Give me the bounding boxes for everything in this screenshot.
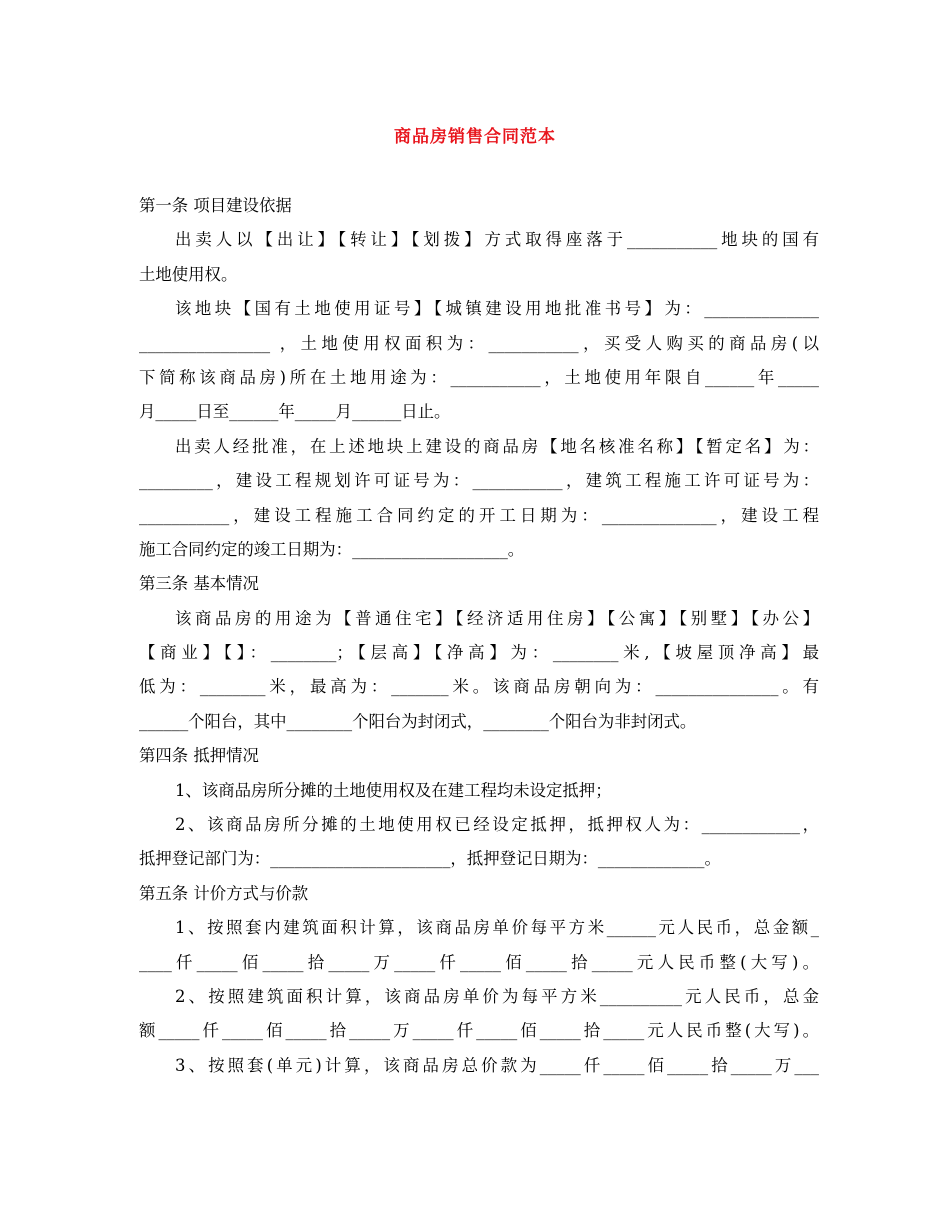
body-line: 1、该商品房所分摊的土地使用权及在建工程均未设定抵押； [175,780,612,800]
body-line: 出卖人经批准，在上述地块上建设的商品房【地名核准名称】【暂定名】为： [175,436,819,456]
body-line: 【商业】【】：________；【层高】【净高】为：________米,【坡屋顶净高】最 [139,643,819,663]
document-title: 商品房销售合同范本 [394,127,556,147]
body-line: 1、按照套内建筑面积计算，该商品房单价每平方米______元人民币，总金额_ [175,918,819,938]
body-line: 额_____仟_____佰_____拾_____万_____仟_____佰_____拾_____元人民币整(大写)。 [139,1021,819,1041]
body-line: _________，建设工程规划许可证号为：___________，建筑工程施工许可证号为： [139,471,819,491]
document-body [139,189,819,1083]
body-line: 该商品房的用途为【普通住宅】【经济适用住房】【公寓】【别墅】【办公】 [175,608,819,628]
article-4-heading: 第四条 抵押情况 [139,746,259,766]
body-line: 出卖人以【出让】【转让】【划拨】方式取得座落于___________地块的国有 [175,230,819,250]
body-line: ____仟_____佰_____拾_____万_____仟_____佰_____拾_____元人民币整(大写)。 [139,952,819,972]
body-line: 2、该商品房所分摊的土地使用权已经设定抵押，抵押权人为：____________， [175,815,819,835]
body-line: 3、按照套(单元)计算，该商品房总价款为_____仟_____佰_____拾_____万___ [175,1055,819,1075]
body-line: 低为：________米，最高为：_______米。该商品房朝向为：_______________。有 [139,677,819,697]
article-3-heading: 第三条 基本情况 [139,574,259,594]
body-line: 月_____日至______年_____月______日止。 [139,402,451,422]
body-line: 土地使用权。 [139,264,238,284]
article-5-heading: 第五条 计价方式与价款 [139,883,309,903]
body-line: ___________，建设工程施工合同约定的开工日期为：______________，建设工程 [139,505,819,525]
body-line: ______个阳台，其中________个阳台为封闭式，________个阳台为非封闭式。 [139,711,697,731]
article-1-heading: 第一条 项目建设依据 [139,196,292,215]
body-line: 2、按照建筑面积计算，该商品房单价为每平方米__________元人民币，总金 [175,986,819,1006]
body-line: 抵押登记部门为：______________________，抵押登记日期为：_____________。 [139,849,721,869]
body-line: 施工合同约定的竣工日期为：___________________。 [139,539,525,559]
body-line: 下简称该商品房)所在土地用途为：___________，土地使用年限自______年_____ [139,367,819,387]
body-line: 该地块【国有土地使用证号】【城镇建设用地批准书号】为：______________ [175,299,819,319]
body-line: ________________ ，土地使用权面积为：___________，买受人购买的商品房(以 [139,333,819,353]
